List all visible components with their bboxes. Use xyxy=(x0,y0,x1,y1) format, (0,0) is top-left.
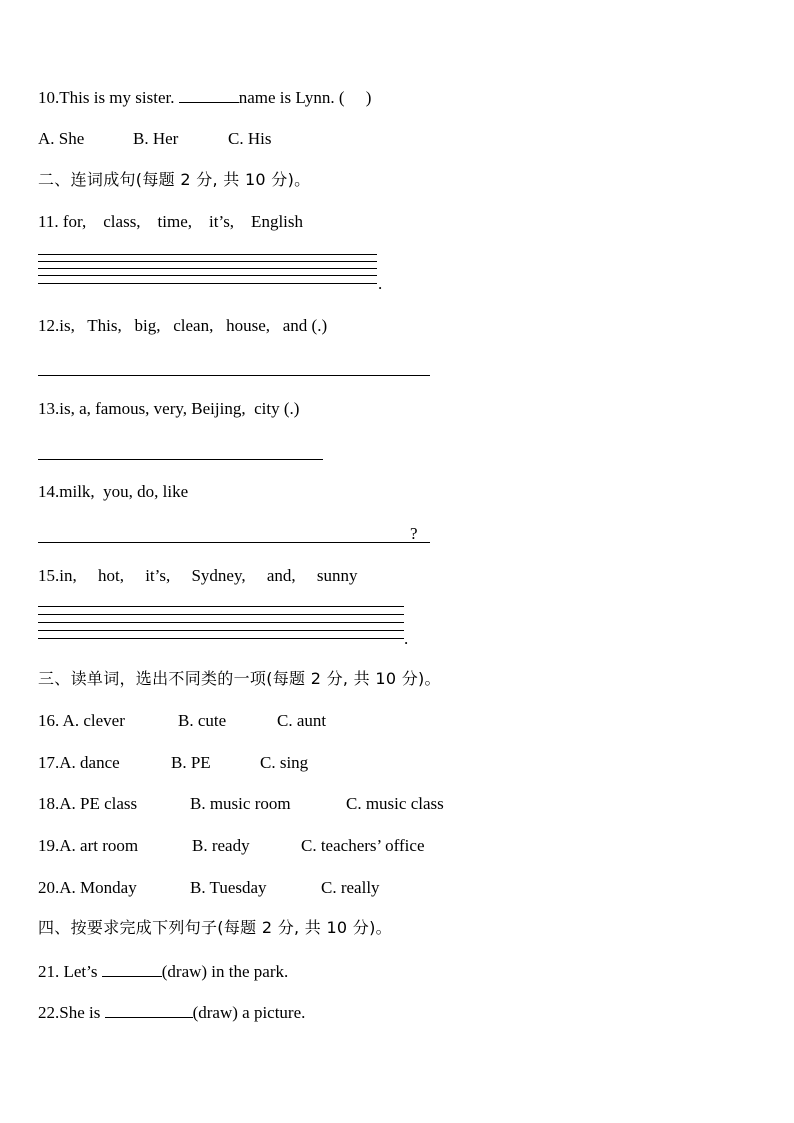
answer-line[interactable] xyxy=(38,606,404,607)
answer-line[interactable] xyxy=(38,261,377,262)
answer-line[interactable] xyxy=(38,614,404,615)
answer-line[interactable] xyxy=(38,275,377,276)
section-3-heading: 三、读单词，选出不同类的一项(每题 2 分, 共 10 分)。 xyxy=(38,669,441,688)
option-b: B. PE xyxy=(171,753,211,772)
question-mark: ? xyxy=(410,524,418,543)
answer-line[interactable] xyxy=(38,622,404,623)
answer-line[interactable] xyxy=(38,283,377,284)
answer-line[interactable] xyxy=(38,268,377,269)
option-c: C. really xyxy=(321,878,380,897)
option-b: B. music room xyxy=(190,794,291,813)
option-c: C. music class xyxy=(346,794,444,813)
option-b: B. Her xyxy=(133,129,179,148)
option-a: 16. A. clever xyxy=(38,711,125,730)
question-22-text-after: (draw) a picture. xyxy=(192,1003,306,1022)
question-22-text-before: 22.She is xyxy=(38,1003,105,1022)
section-4-heading: 四、按要求完成下列句子(每题 2 分, 共 10 分)。 xyxy=(38,918,392,937)
answer-blank[interactable] xyxy=(102,961,162,977)
question-13: 13.is, a, famous, very, Beijing, city (.) xyxy=(38,399,300,418)
question-21-text-before: 21. Let’s xyxy=(38,962,102,981)
question-15: 15.in, hot, it’s, Sydney, and, sunny xyxy=(38,566,358,585)
answer-line[interactable] xyxy=(38,630,404,631)
question-10-text-after: name is Lynn. ( ) xyxy=(238,88,372,107)
answer-line[interactable] xyxy=(38,459,323,460)
question-21-text-after: (draw) in the park. xyxy=(161,962,289,981)
answer-line[interactable] xyxy=(38,375,430,376)
answer-line[interactable] xyxy=(38,542,430,543)
option-b: B. cute xyxy=(178,711,227,730)
option-a: 20.A. Monday xyxy=(38,878,137,897)
option-a: A. She xyxy=(38,129,85,148)
question-12: 12.is, This, big, clean, house, and (.) xyxy=(38,316,328,335)
question-11: 11. for, class, time, it’s, English xyxy=(38,212,304,231)
question-10 xyxy=(38,87,371,108)
answer-line[interactable] xyxy=(38,254,377,255)
option-a: 17.A. dance xyxy=(38,753,120,772)
question-22 xyxy=(38,1002,305,1023)
option-c: C. sing xyxy=(260,753,309,772)
sentence-end-mark: . xyxy=(378,274,383,293)
question-21 xyxy=(38,961,288,982)
option-b: B. ready xyxy=(192,836,250,855)
section-2-heading: 二、连词成句(每题 2 分, 共 10 分)。 xyxy=(38,170,311,189)
option-a: 18.A. PE class xyxy=(38,794,138,813)
option-c: C. aunt xyxy=(277,711,327,730)
answer-line[interactable] xyxy=(38,638,404,639)
question-14: 14.milk, you, do, like xyxy=(38,482,189,501)
option-c: C. His xyxy=(228,129,272,148)
answer-blank[interactable] xyxy=(105,1002,193,1018)
answer-blank[interactable] xyxy=(179,87,239,103)
option-b: B. Tuesday xyxy=(190,878,267,897)
question-10-text-before: 10.This is my sister. xyxy=(38,88,179,107)
sentence-end-mark: . xyxy=(404,629,409,648)
option-a: 19.A. art room xyxy=(38,836,139,855)
option-c: C. teachers’ office xyxy=(301,836,425,855)
